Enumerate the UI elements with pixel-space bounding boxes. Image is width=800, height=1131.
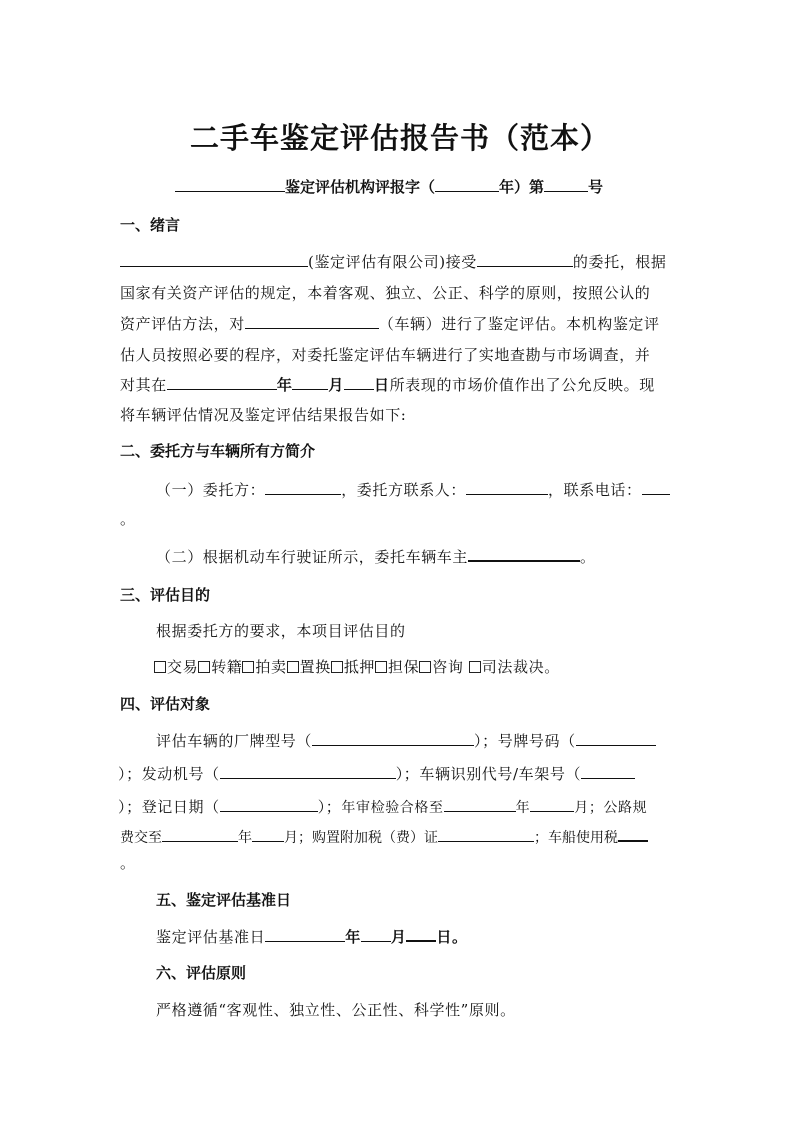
owner-label: （二）根据机动车行驶证所示，委托车辆车主	[156, 548, 469, 566]
vehicle-tax-label: ；车船使用税	[534, 830, 618, 846]
inspection-month-blank[interactable]	[530, 797, 574, 812]
purchase-tax-label: 月；购置附加税（费）证	[284, 830, 438, 846]
valuation-year-blank[interactable]	[167, 375, 277, 390]
appraisal-company-blank[interactable]	[120, 252, 308, 267]
base-month-blank[interactable]	[361, 927, 391, 942]
preface-line-5	[120, 374, 655, 395]
object-line-1	[156, 730, 656, 751]
fee-month-blank[interactable]	[252, 827, 284, 842]
registration-blank[interactable]	[220, 797, 318, 812]
preface-text: 资产评估方法，对	[120, 315, 245, 333]
option-replace[interactable]	[287, 658, 331, 676]
purpose-options	[154, 656, 560, 677]
vin-blank[interactable]	[581, 764, 635, 779]
valuation-day-blank[interactable]	[344, 375, 374, 390]
preface-text: (鉴定评估有限公司)接受	[308, 253, 477, 271]
owner-line	[156, 546, 596, 567]
option-label: 担保	[388, 658, 420, 676]
client-name-blank[interactable]	[265, 480, 341, 495]
fee-paid-label: 费交至	[120, 830, 162, 846]
checkbox-icon[interactable]	[469, 661, 481, 673]
purchase-tax-blank[interactable]	[438, 827, 534, 842]
section-heading-purpose: 三、评估目的	[120, 586, 211, 604]
road-fee-label: 月；公路规	[574, 800, 648, 816]
brand-model-blank[interactable]	[312, 731, 474, 746]
option-mortgage[interactable]	[331, 658, 375, 676]
inspection-label: 年审检验合格至	[341, 800, 444, 816]
option-label: 拍卖	[255, 658, 287, 676]
preface-line-3	[120, 313, 660, 334]
base-date-label: 鉴定评估基准日	[156, 928, 266, 946]
option-guarantee[interactable]	[375, 658, 419, 676]
option-label: 抵押	[343, 658, 376, 676]
report-seq-blank[interactable]	[544, 177, 588, 192]
contact-label: ，委托方联系人：	[341, 481, 467, 499]
option-label: 咨询	[432, 658, 464, 676]
preface-text: 对其在	[120, 376, 167, 394]
option-label: 司法裁决	[481, 658, 545, 676]
plate-blank[interactable]	[576, 731, 656, 746]
vehicle-tax-blank[interactable]	[618, 826, 648, 842]
client-label: （一）委托方：	[156, 481, 266, 499]
preface-line-1	[120, 251, 667, 272]
purpose-intro: 根据委托方的要求，本项目评估目的	[156, 622, 406, 640]
report-year-blank[interactable]	[435, 177, 499, 192]
client-line	[156, 479, 670, 500]
option-judicial[interactable]	[469, 658, 544, 676]
preface-text: 所表现的市场价值作出了公允反映。现	[389, 376, 655, 394]
year-label: 年	[345, 928, 361, 946]
option-auction[interactable]	[242, 658, 286, 676]
checkbox-icon[interactable]	[198, 661, 210, 673]
month-label: 月	[390, 928, 407, 946]
preface-text: （车辆）进行了鉴定评估。本机构鉴定评	[378, 315, 660, 333]
year-label: 年	[238, 830, 252, 846]
section-heading-preface: 一、绪言	[120, 216, 181, 234]
object-line-3	[118, 796, 647, 817]
engine-blank[interactable]	[220, 764, 396, 779]
vin-label: ）；车辆识别代号/车架号（	[395, 765, 582, 783]
brand-model-label: 评估车辆的厂牌型号（	[156, 732, 313, 750]
owner-blank[interactable]	[468, 546, 580, 562]
option-transfer[interactable]	[198, 658, 242, 676]
fee-year-blank[interactable]	[162, 827, 238, 842]
object-line-4	[120, 826, 648, 847]
checkbox-icon[interactable]	[331, 661, 343, 673]
valuation-month-blank[interactable]	[292, 375, 328, 390]
section-heading-base-date: 五、鉴定评估基准日	[156, 891, 292, 909]
checkbox-icon[interactable]	[419, 661, 431, 673]
option-consult[interactable]	[419, 658, 463, 676]
object-text: ）；	[317, 798, 342, 816]
day-label: 日。	[436, 928, 468, 946]
purpose-end: 。	[544, 658, 560, 676]
checkbox-icon[interactable]	[242, 661, 254, 673]
preface-line-2: 国家有关资产评估的规定，本着客观、独立、公正、科学的原则，按照公认的	[120, 284, 651, 302]
year-label: 年	[276, 376, 293, 394]
engine-label: ）；发动机号（	[118, 765, 220, 783]
preface-line-4: 估人员按照必要的程序，对委托鉴定评估车辆进行了实地查勘与市场调查，并	[120, 346, 651, 364]
report-number-label: 鉴定评估机构评报字（	[285, 178, 436, 196]
section-heading-client-owner: 二、委托方与车辆所有方简介	[120, 442, 316, 460]
day-label: 日	[374, 376, 390, 394]
year-label: 年	[515, 800, 531, 816]
phone-blank[interactable]	[642, 480, 670, 495]
principles-line: 严格遵循“客观性、独立性、公正性、科学性”原则。	[156, 1001, 516, 1019]
checkbox-icon[interactable]	[154, 661, 166, 673]
owner-end: 。	[580, 548, 596, 566]
section-heading-object: 四、评估对象	[120, 695, 211, 713]
registration-label: ）；登记日期（	[118, 798, 220, 816]
contact-person-blank[interactable]	[466, 480, 548, 495]
option-label: 转籍	[211, 658, 243, 676]
inspection-year-blank[interactable]	[444, 797, 516, 812]
base-day-blank[interactable]	[406, 926, 436, 942]
vehicle-blank[interactable]	[245, 314, 379, 329]
object-line-end: 。	[120, 854, 136, 872]
agency-blank[interactable]	[175, 177, 285, 192]
client-blank[interactable]	[477, 252, 573, 267]
month-label: 月	[328, 376, 345, 394]
option-label: 置换	[299, 658, 331, 676]
phone-label: ，联系电话：	[548, 481, 642, 499]
base-date-line	[156, 926, 468, 947]
preface-text: 的委托，根据	[572, 253, 667, 271]
client-line-end: 。	[120, 510, 136, 528]
report-year-label: 年）第	[499, 178, 545, 196]
report-number-suffix: 号	[588, 178, 604, 196]
plate-label: ）；号牌号码（	[474, 732, 576, 750]
checkbox-icon[interactable]	[375, 661, 387, 673]
document-title: 二手车鉴定评估报告书（范本）	[189, 121, 610, 155]
preface-line-6: 将车辆评估情况及鉴定评估结果报告如下:	[120, 406, 407, 424]
section-heading-principles: 六、评估原则	[156, 964, 247, 982]
checkbox-icon[interactable]	[287, 661, 299, 673]
report-number-line	[175, 176, 603, 197]
object-line-2	[118, 763, 635, 784]
option-label: 交易	[167, 658, 199, 676]
option-trade[interactable]	[154, 658, 198, 676]
base-year-blank[interactable]	[265, 927, 345, 942]
